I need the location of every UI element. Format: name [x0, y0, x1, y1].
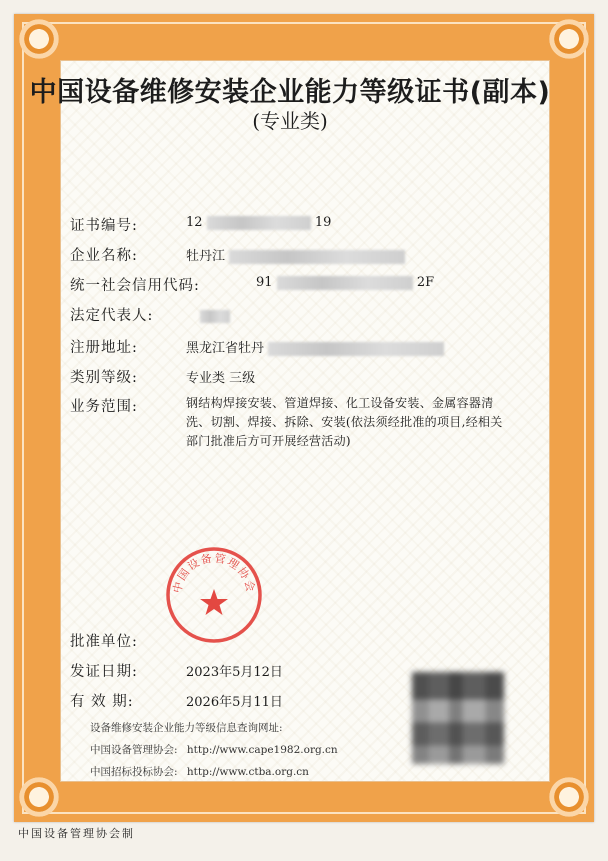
certificate-subtitle: (专业类): [252, 109, 328, 133]
cert-no-value: [186, 215, 331, 230]
credit-code-prefix: 91: [256, 275, 273, 290]
credit-code-label: 统一社会信用代码:: [70, 278, 200, 294]
valid-value: 2026年5月11日: [186, 695, 283, 710]
redaction-blur: [268, 342, 444, 356]
corner-ornament-bottom-left: [16, 774, 62, 820]
company-name-start: 牡丹江: [186, 249, 226, 264]
seal-text: 中国设备管理协会: [170, 551, 258, 595]
address-value: [186, 337, 444, 356]
query-org-ctba: 中国招标投标协会:: [90, 766, 178, 778]
corner-ornament-top-left: [16, 16, 62, 62]
category-label: 类别等级:: [70, 370, 138, 386]
official-seal: [164, 545, 264, 645]
credit-code-suffix: 2F: [416, 275, 435, 290]
query-heading: 设备维修安装企业能力等级信息查询网址:: [90, 722, 283, 734]
corner-ornament-bottom-right: [546, 774, 592, 820]
redaction-blur: [277, 276, 413, 290]
cert-no-label: 证书编号:: [70, 218, 138, 234]
credit-code-value: [256, 275, 434, 290]
issue-date-value: 2023年5月12日: [186, 665, 283, 680]
valid-label: 有 效 期:: [70, 694, 134, 710]
query-line-ctba: [90, 764, 309, 779]
redaction-blur: [229, 250, 405, 264]
scope-label: 业务范围:: [70, 399, 138, 415]
query-org-cape: 中国设备管理协会:: [90, 744, 178, 756]
certificate-title: 中国设备维修安装企业能力等级证书(副本): [29, 77, 551, 108]
footer-issuer: 中国设备管理协会制: [18, 827, 135, 840]
category-value: 专业类 三级: [186, 371, 256, 386]
cert-no-prefix: 12: [186, 215, 203, 230]
redaction-blur: [207, 216, 311, 230]
company-label: 企业名称:: [70, 248, 138, 264]
query-url-ctba[interactable]: http://www.ctba.org.cn: [186, 766, 309, 778]
cert-no-suffix: 19: [314, 215, 332, 230]
query-url-cape[interactable]: http://www.cape1982.org.cn: [186, 744, 338, 756]
qr-code-blurred: [412, 672, 504, 764]
company-value: [186, 245, 405, 264]
redaction-blur: [200, 310, 230, 323]
approver-label: 批准单位:: [70, 634, 138, 650]
scope-value: 钢结构焊接安装、管道焊接、化工设备安装、金属容器清洗、切割、焊接、拆除、安装(依法须经批准的项目,经相关部门批准后方可开展经营活动): [186, 396, 503, 448]
issue-date-label: 发证日期:: [70, 664, 138, 680]
legal-rep-value: [200, 306, 230, 325]
svg-text:中国设备管理协会: [170, 551, 259, 595]
legal-rep-label: 法定代表人:: [70, 308, 154, 324]
address-start: 黑龙江省牡丹: [186, 341, 265, 356]
query-line-cape: [90, 742, 338, 757]
address-label: 注册地址:: [70, 340, 138, 356]
corner-ornament-top-right: [546, 16, 592, 62]
